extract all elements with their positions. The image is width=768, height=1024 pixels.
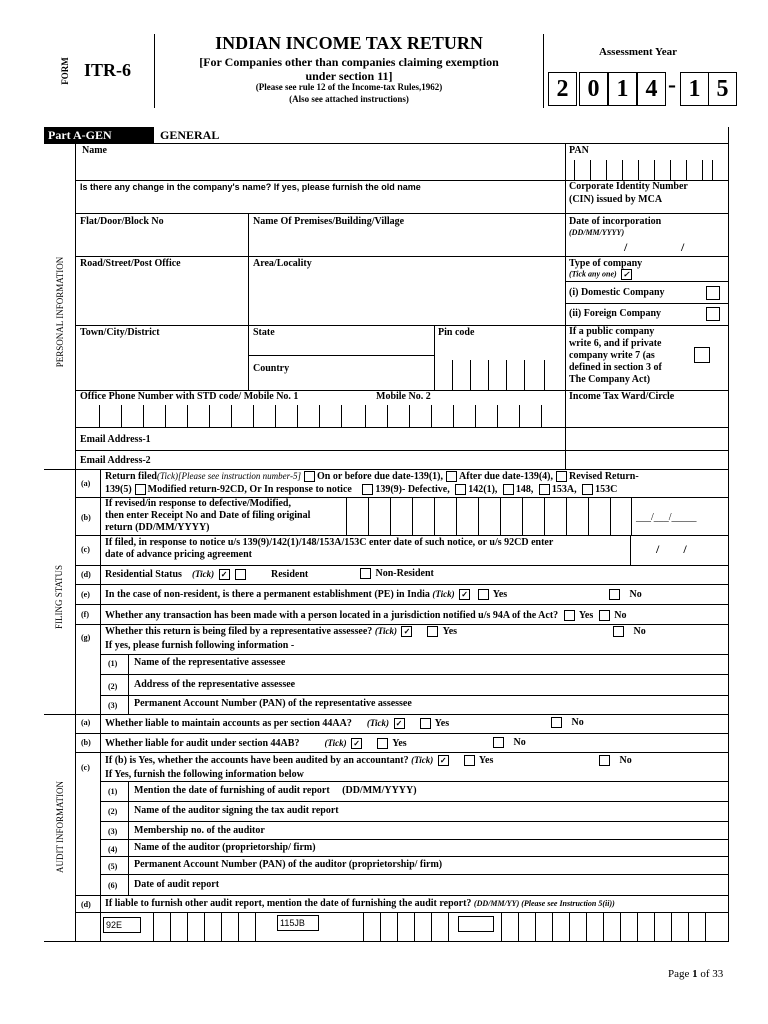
form-subtitle: under section 11]	[305, 69, 393, 83]
audit-44ab-text: Whether liable for audit under section 44AB? (Tick) ✓ Yes	[105, 738, 407, 749]
form-title: INDIAN INCOME TAX RETURN	[215, 33, 483, 53]
foreign-label: (ii) Foreign Company	[569, 308, 662, 319]
rep-item: Permanent Account Number (PAN) of the representative assessee	[134, 698, 412, 709]
road-label: Road/Street/Post Office	[80, 258, 181, 269]
tick-icon: ✓	[459, 589, 470, 600]
row-label: (c)	[81, 545, 90, 554]
item-number: (4)	[108, 845, 118, 854]
area-label: Area/Locality	[253, 258, 312, 269]
doi-format: (DD/MM/YYYY)	[569, 228, 625, 237]
email2-label: Email Address-2	[80, 455, 151, 466]
audit-44ab-yes-checkbox[interactable]	[377, 738, 388, 749]
domestic-checkbox[interactable]	[706, 286, 720, 300]
residential-status-text: Residential Status (Tick) ✓	[105, 569, 248, 580]
notice-text: If filed, in response to notice u/s 139(9)/142(1)/148/153A/153C enter date of such notice, or u/s 92CD enter	[105, 537, 554, 548]
town-label: Town/City/District	[80, 327, 160, 338]
audit-item: Permanent Account Number (PAN) of the auditor (proprietorship/ firm)	[134, 859, 443, 870]
tick-icon: ✓	[394, 718, 405, 729]
domestic-label: (i) Domestic Company	[569, 287, 665, 298]
rep-no-checkbox[interactable]	[613, 626, 624, 637]
form-code: ITR-6	[84, 60, 132, 80]
flat-label: Flat/Door/Block No	[80, 216, 164, 227]
country-label: Country	[253, 363, 290, 374]
audit-44ab-no-option: No	[490, 737, 526, 748]
checkbox[interactable]	[362, 484, 373, 495]
public-label: company write 7 (as	[569, 350, 655, 361]
audit-44ab-no-checkbox[interactable]	[493, 737, 504, 748]
row-label: (g)	[81, 633, 91, 642]
checkbox[interactable]	[304, 471, 315, 482]
pan-label: PAN	[569, 145, 589, 156]
section-personal-label: PERSONAL INFORMATION	[55, 256, 65, 368]
rep-item: Name of the representative assessee	[134, 657, 286, 668]
year-digit[interactable]: 5	[708, 72, 737, 106]
year-digit[interactable]: 1	[680, 72, 709, 106]
section-filing-label: FILING STATUS	[54, 564, 64, 630]
row-label: (b)	[81, 513, 91, 522]
name-label: Name	[82, 145, 107, 156]
nonresident-option: Non-Resident	[357, 568, 434, 579]
section-audit-label: AUDIT INFORMATION	[55, 780, 65, 874]
receipt-no-input[interactable]	[346, 497, 632, 535]
name-change-label: Is there any change in the company's name? If yes, please furnish the old name	[80, 182, 421, 192]
checkbox[interactable]	[446, 471, 457, 482]
jurisdiction-text: Whether any transaction has been made with a person located in a jurisdiction notified u/s 94A of the Act? Yes No	[105, 610, 627, 621]
audit-44aa-text: Whether liable to maintain accounts as per section 44AA? (Tick) ✓ Yes	[105, 718, 450, 729]
premises-label: Name Of Premises/Building/Village	[253, 216, 405, 227]
year-dash: -	[668, 72, 676, 98]
item-number: (2)	[108, 682, 118, 691]
rep-yes-checkbox[interactable]	[427, 626, 438, 637]
row-label: (d)	[81, 900, 91, 909]
row-label: (c)	[81, 763, 90, 772]
audit-item: Date of audit report	[134, 879, 220, 890]
form-label: FORM	[60, 57, 70, 85]
report-box[interactable]	[458, 916, 494, 932]
tick-icon: ✓	[438, 755, 449, 766]
pe-text: In the case of non-resident, is there a permanent establishment (PE) in India (Tick) ✓ Yes	[105, 589, 508, 600]
tick-icon: ✓	[351, 738, 362, 749]
pe-no-option: No	[606, 589, 642, 600]
item-number: (1)	[108, 659, 118, 668]
public-label: The Company Act)	[569, 374, 651, 385]
item-number: (6)	[108, 881, 118, 890]
mobile2-label: Mobile No. 2	[376, 391, 431, 402]
phone-label: Office Phone Number with STD code/ Mobile No. 1	[80, 391, 299, 402]
resident-label: Resident	[271, 569, 309, 580]
item-number: (3)	[108, 827, 118, 836]
tick-any-label: (Tick any one) ✓	[569, 269, 634, 280]
part-name: GENERAL	[160, 128, 220, 142]
audit-item: Mention the date of furnishing of audit report (DD/MM/YYYY)	[134, 785, 417, 796]
return-filed-text: Return filed(Tick)[Please see instruction number-5] On or before due date-139(1), After due date-139(4), Revised Return-	[105, 471, 639, 482]
part-tag: Part A-GEN	[44, 127, 154, 143]
phone-input[interactable]	[75, 405, 565, 427]
rep-assessee-text: Whether this return is being filed by a representative assessee? (Tick) ✓ Yes	[105, 626, 458, 637]
public-label: defined in section 3 of	[569, 362, 662, 373]
tick-icon: ✓	[401, 626, 412, 637]
form-subtitle: [For Companies other than companies claiming exemption	[199, 55, 499, 69]
pe-no-checkbox[interactable]	[609, 589, 620, 600]
tick-icon: ✓	[219, 569, 230, 580]
resident-checkbox[interactable]	[235, 569, 246, 580]
company-type-box[interactable]	[694, 347, 710, 363]
item-number: (1)	[108, 787, 118, 796]
pan-input[interactable]	[568, 158, 728, 180]
revised-text: return (DD/MM/YYYY)	[105, 522, 210, 533]
slash: /	[681, 240, 685, 254]
checkbox[interactable]	[503, 484, 514, 495]
year-digit[interactable]: 4	[637, 72, 666, 106]
cin-label: Corporate Identity Number	[569, 181, 688, 192]
form-subtitle: (Please see rule 12 of the Income-tax Rules,1962)	[255, 82, 443, 92]
notice-date-input[interactable]: / /	[656, 542, 687, 556]
audited-text: If (b) is Yes, whether the accounts have been audited by an accountant? (Tick) ✓ Yes	[105, 755, 494, 766]
doi-label: Date of incorporation	[569, 216, 662, 227]
jurisdiction-yes-checkbox[interactable]	[564, 610, 575, 621]
pin-label: Pin code	[438, 327, 475, 338]
jurisdiction-no-checkbox[interactable]	[599, 610, 610, 621]
year-digit[interactable]: 2	[548, 72, 577, 106]
rep-assessee-text: If yes, please furnish following information -	[105, 640, 295, 651]
audited-no-option: No	[596, 755, 632, 766]
row-label: (a)	[81, 718, 91, 727]
return-filed-text: 139(5) Modified return-92CD, Or In response to notice 139(9)- Defective, 142(1), 148, 153A, 153C	[105, 484, 618, 495]
row-label: (b)	[81, 738, 91, 747]
checkbox[interactable]	[582, 484, 593, 495]
slash: /	[624, 240, 628, 254]
public-label: write 6, and if private	[569, 338, 662, 349]
form-subtitle: (Also see attached instructions)	[289, 94, 409, 104]
audit-44aa-no-checkbox[interactable]	[551, 717, 562, 728]
revised-text: If revised/in response to defective/Modified,	[105, 498, 291, 509]
item-number: (3)	[108, 701, 118, 710]
nonresident-checkbox[interactable]	[360, 568, 371, 579]
other-audit-grid[interactable]	[100, 912, 728, 941]
assessment-year-label: Assessment Year	[598, 46, 678, 58]
original-date-input[interactable]: ___/___/_____	[636, 512, 697, 523]
public-label: If a public company	[569, 326, 655, 337]
row-label: (e)	[81, 590, 90, 599]
rep-item: Address of the representative assessee	[134, 679, 296, 690]
ward-label: Income Tax Ward/Circle	[569, 391, 675, 402]
checkbox[interactable]	[539, 484, 550, 495]
row-label: (d)	[81, 570, 91, 579]
revised-text: then enter Receipt No and Date of filing original	[105, 510, 311, 521]
audit-44aa-yes-checkbox[interactable]	[420, 718, 431, 729]
year-digit[interactable]: 0	[579, 72, 608, 106]
audit-44aa-no-option: No	[548, 717, 584, 728]
state-label: State	[253, 327, 275, 338]
type-label: Type of company	[569, 258, 643, 269]
foreign-checkbox[interactable]	[706, 307, 720, 321]
row-label: (a)	[81, 479, 91, 488]
audit-item: Membership no. of the auditor	[134, 825, 265, 836]
rep-no-option: No	[610, 626, 646, 637]
page-number: Page 1 of 33	[668, 968, 724, 980]
item-number: (5)	[108, 862, 118, 871]
report-115jb-box[interactable]: 115JB	[277, 915, 319, 931]
notice-text: date of advance pricing agreement	[105, 549, 253, 560]
audit-item: Name of the auditor (proprietorship/ firm)	[134, 842, 316, 853]
checkbox[interactable]	[135, 484, 146, 495]
audited-no-checkbox[interactable]	[599, 755, 610, 766]
row-label: (f)	[81, 610, 89, 619]
report-92e-box[interactable]: 92E	[103, 917, 141, 933]
checkbox[interactable]	[455, 484, 466, 495]
tick-icon: ✓	[621, 269, 632, 280]
checkbox[interactable]	[556, 471, 567, 482]
cin-label: (CIN) issued by MCA	[569, 194, 663, 205]
email1-label: Email Address-1	[80, 434, 151, 445]
item-number: (2)	[108, 807, 118, 816]
pin-input[interactable]	[434, 360, 565, 390]
other-audit-text: If liable to furnish other audit report, mention the date of furnishing the audit report? (DD/MM/YY) (Please see Instruction 5(ii))	[105, 898, 615, 909]
audited-text: If Yes, furnish the following information below	[105, 769, 304, 780]
year-digit[interactable]: 1	[608, 72, 637, 106]
audit-item: Name of the auditor signing the tax audit report	[134, 805, 339, 816]
pe-yes-checkbox[interactable]	[478, 589, 489, 600]
audited-yes-checkbox[interactable]	[464, 755, 475, 766]
